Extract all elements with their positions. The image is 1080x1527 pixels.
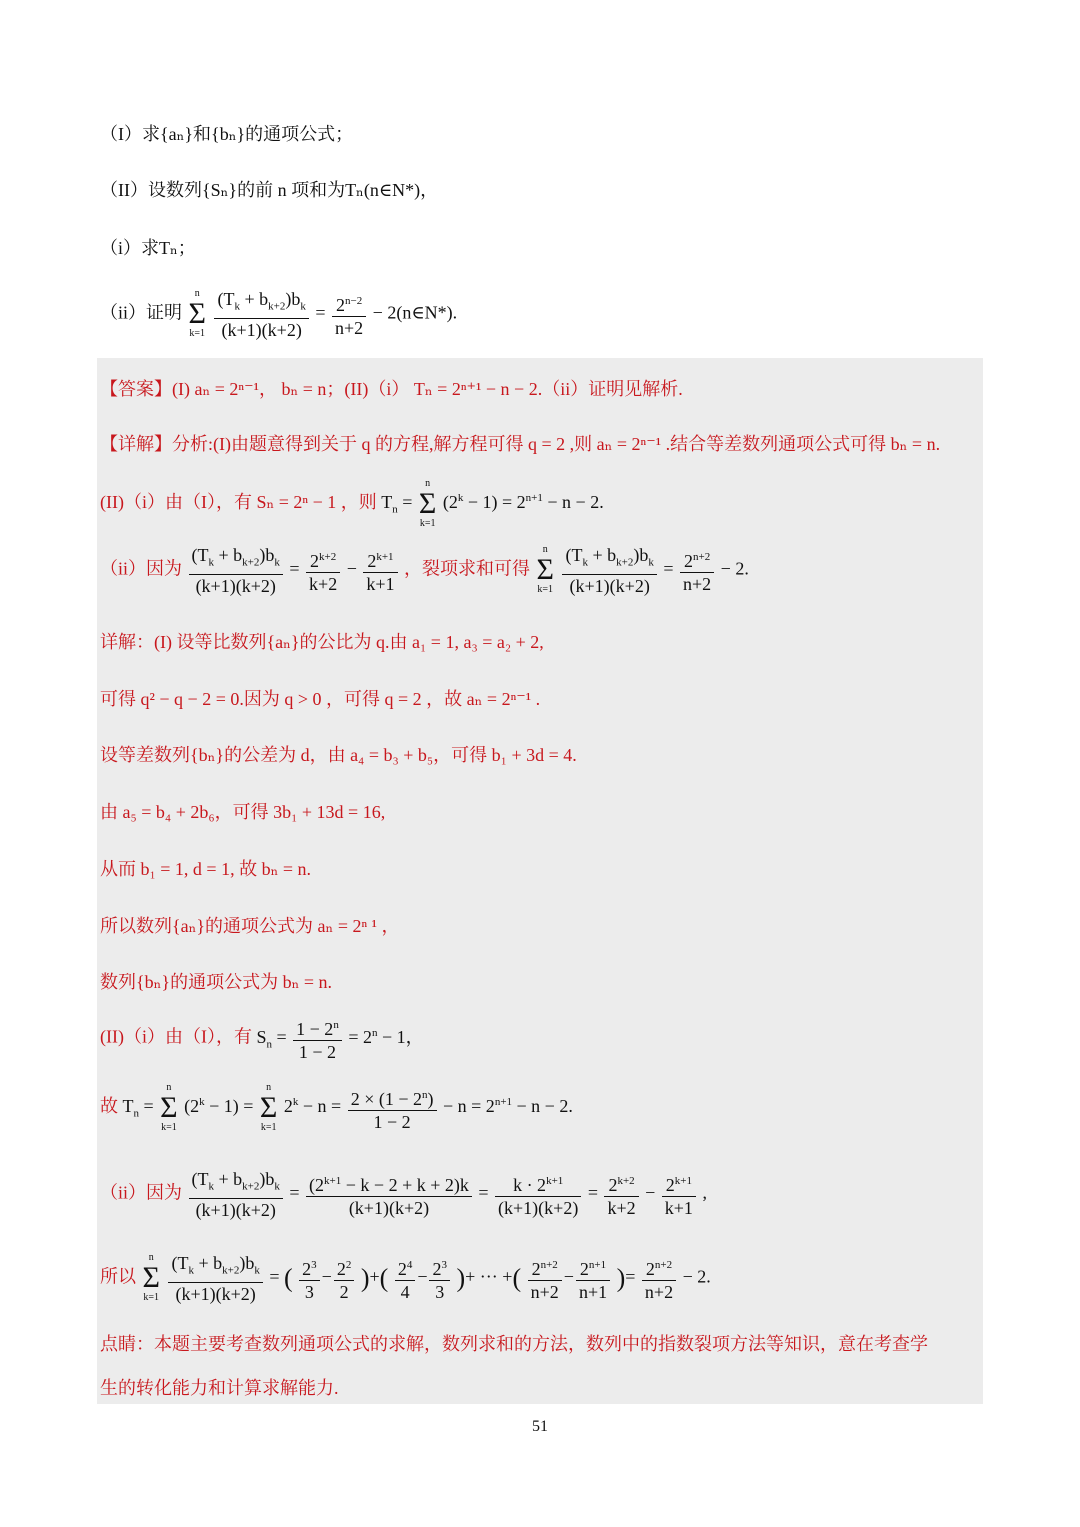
detail-text-8: (II)（i）由（I），有	[100, 1026, 252, 1047]
answer-line	[100, 375, 683, 401]
analysis-line-2: (II)（i）由（I），有 Sₙ = 2ⁿ − 1 ，则 $T_n$ = n Σ k=1 $(2^k - 1) = 2^{n+1} - n - 2$.	[100, 478, 604, 529]
detail-line-4: 由 a₅ = b₄ + 2b₆，可得 3b₁ + 13d = 16,	[100, 802, 386, 822]
fraction: $\frac{2^3}{3}$	[429, 1254, 450, 1303]
detail-line-7: 数列{bₙ}的通项公式为 bₙ = n.	[100, 972, 333, 992]
detail-line-8: (II)（i）由（I），有 $S_n$ = $\frac{1 - 2^n}{1 - 2}$ = $2^n - 1$，	[100, 1014, 424, 1063]
fraction: $\frac{2^{n+2}}{n+2}$	[528, 1254, 562, 1303]
analysis-text-1: 分析:(I)由题意得到关于 q 的方程,解方程可得 q = 2 ,则 aₙ = 2ⁿ⁻¹ .结合等差数列通项公式可得 bₙ = n.	[172, 434, 941, 454]
detail-line-1: 详解：(I) 设等比数列{aₙ}的公比为 q.由 a₁ = 1, a₃ = a₂ + 2,	[100, 632, 544, 652]
fraction: $\frac{2^3}{3}$	[299, 1254, 320, 1303]
analysis-line-1	[100, 430, 940, 456]
fraction: $\frac{2^{k+2}}{k+2}$	[306, 546, 340, 595]
page-number: 51	[532, 1418, 548, 1435]
fraction: $\frac{(T_k + b_{k+2})b_k}{(k+1)(k+2)}$	[189, 1168, 283, 1221]
answer-text: (I) aₙ = 2ⁿ⁻¹， bₙ = n；(II)（i） Tₙ = 2ⁿ⁺¹ − n − 2.（ii）证明见解析.	[172, 379, 683, 399]
fraction: $\frac{2^{n+2}}{n+2}$	[642, 1254, 676, 1303]
question-part-1: （I）求{aₙ}和{bₙ}的通项公式；	[100, 124, 354, 144]
question-part-2ii: （ii）证明 n Σ k=1 $\frac{(T_k + b_{k+2})b_k}{(k+1)(k+2)}$ = $\frac{2^{n-2}}{n+2}$ − 2(n∈N*).	[100, 288, 458, 340]
fraction: $\frac{1 - 2^n}{1 - 2}$	[293, 1014, 342, 1063]
fraction: $\frac{2^{n+1}}{n+1}$	[576, 1254, 610, 1303]
analysis-text-3: （ii）因为	[100, 558, 183, 579]
fraction: $\frac{(2^{k+1} - k - 2 + k + 2)k}{(k+1)(k+2)}$	[306, 1170, 472, 1219]
detail-text-9: 故	[100, 1096, 118, 1117]
fraction: $\frac{(T_k + b_{k+2})b_k}{(k+1)(k+2)}$	[214, 288, 308, 341]
fraction: $\frac{2^4}{4}$	[395, 1254, 416, 1303]
detail-text-10: （ii）因为	[100, 1182, 183, 1203]
analysis-text-2: (II)（i）由（I），有 Sₙ = 2ⁿ − 1 ，则	[100, 492, 377, 513]
question-part-2i: （i）求Tₙ；	[100, 238, 196, 258]
fraction: $\frac{k \cdot 2^{k+1}}{(k+1)(k+2)}$	[495, 1170, 581, 1219]
detail-line-10: （ii）因为 $\frac{(T_k + b_{k+2})b_k}{(k+1)(k+2)}$ = $\frac{(2^{k+1} - k - 2 + k + 2)k}{(k+1)(k+2)}$ = $\frac{k \cdot 2^{k+1}}{(k+1)(k+2)}$ = $\frac{2^{k+2}}{k+2}$ − $\frac{2^{k+1}}{k+1}$ ,	[100, 1169, 707, 1220]
sum-symbol: n Σ k=1	[259, 1082, 278, 1133]
detail-line-3: 设等差数列{bₙ}的公差为 d，由 a₄ = b₃ + b₅，可得 b₁ + 3d = 4.	[100, 745, 577, 765]
analysis-text-3b: ，裂项求和可得	[404, 558, 531, 579]
fraction: $\frac{2^{k+2}}{k+2}$	[604, 1170, 638, 1219]
detail-line-2: 可得 q² − q − 2 = 0.因为 q > 0 ，可得 q = 2 ，故 aₙ = 2ⁿ⁻¹ .	[100, 689, 541, 709]
sum-symbol: n Σ k=1	[536, 544, 554, 596]
detail-text-11: 所以	[100, 1266, 136, 1287]
detail-line-6: 所以数列{aₙ}的通项公式为 aₙ = 2ⁿ ¹ ，	[100, 916, 400, 936]
remark-line-2: 生的转化能力和计算求解能力.	[100, 1378, 339, 1398]
detail-line-9: 故 $T_n$ = n Σ k=1 $(2^k - 1)$ = n Σ k=1 $2^k - n$ = $\frac{2 \times (1 - 2^n)}{1 - 2}$ − $n = 2^{n+1} - n - 2$.	[100, 1082, 573, 1133]
question-part-2: （II）设数列{Sₙ}的前 n 项和为Tₙ(n∈N*)，	[100, 180, 439, 200]
sum-symbol: n Σ k=1	[142, 1252, 160, 1304]
fraction: $\frac{2^{n-2}}{n+2}$	[332, 290, 366, 339]
sum-symbol: n Σ k=1	[418, 478, 437, 529]
detail-line-5: 从而 b₁ = 1, d = 1, 故 bₙ = n.	[100, 859, 312, 879]
fraction: $\frac{2 \times (1 - 2^n)}{1 - 2}$	[348, 1084, 437, 1133]
question-part-2ii-label: （ii）证明	[100, 302, 183, 323]
sum-symbol: n Σ k=1	[160, 1082, 178, 1133]
detail-line-11: 所以 n Σ k=1 $\frac{(T_k + b_{k+2})b_k}{(k+1)(k+2)}$ = ( $\frac{2^3}{3}$ − $\frac{2^2}{2}$ )+( $\frac{2^4}{4}$ − $\frac{2^3}{3}$ )+ ··· +( $\frac{2^{n+2}}{n+2}$ − $\frac{2^{n+1}}{n+1}$ )= $\frac{2^{n+2}}{n+2}$ − 2.	[100, 1252, 711, 1304]
fraction: $\frac{(T_k + b_{k+2})b_k}{(k+1)(k+2)}$	[562, 544, 656, 597]
fraction: $\frac{2^2}{2}$	[334, 1254, 355, 1303]
analysis-label: 【详解】	[100, 434, 172, 454]
fraction: $\frac{2^{n+2}}{n+2}$	[680, 546, 714, 595]
fraction: $\frac{2^{k+1}}{k+1}$	[662, 1170, 696, 1219]
fraction: $\frac{2^{k+1}}{k+1}$	[363, 546, 397, 595]
fraction: $\frac{(T_k + b_{k+2})b_k}{(k+1)(k+2)}$	[189, 544, 283, 597]
analysis-line-3: （ii）因为 $\frac{(T_k + b_{k+2})b_k}{(k+1)(k+2)}$ = $\frac{2^{k+2}}{k+2}$ − $\frac{2^{k+1}}{k+1}$ ，裂项求和可得 n Σ k=1 $\frac{(T_k + b_{k+2})b_k}{(k+1)(k+2)}$ = $\frac{2^{n+2}}{n+2}$ − 2.	[100, 544, 749, 596]
sum-symbol: n Σ k=1	[188, 288, 206, 340]
answer-label: 【答案】	[100, 379, 172, 399]
fraction: $\frac{(T_k + b_{k+2})b_k}{(k+1)(k+2)}$	[168, 1252, 262, 1305]
remark-line-1: 点睛：本题主要考查数列通项公式的求解，数列求和的方法，数列中的指数裂项方法等知识，意在考查学	[100, 1334, 928, 1354]
